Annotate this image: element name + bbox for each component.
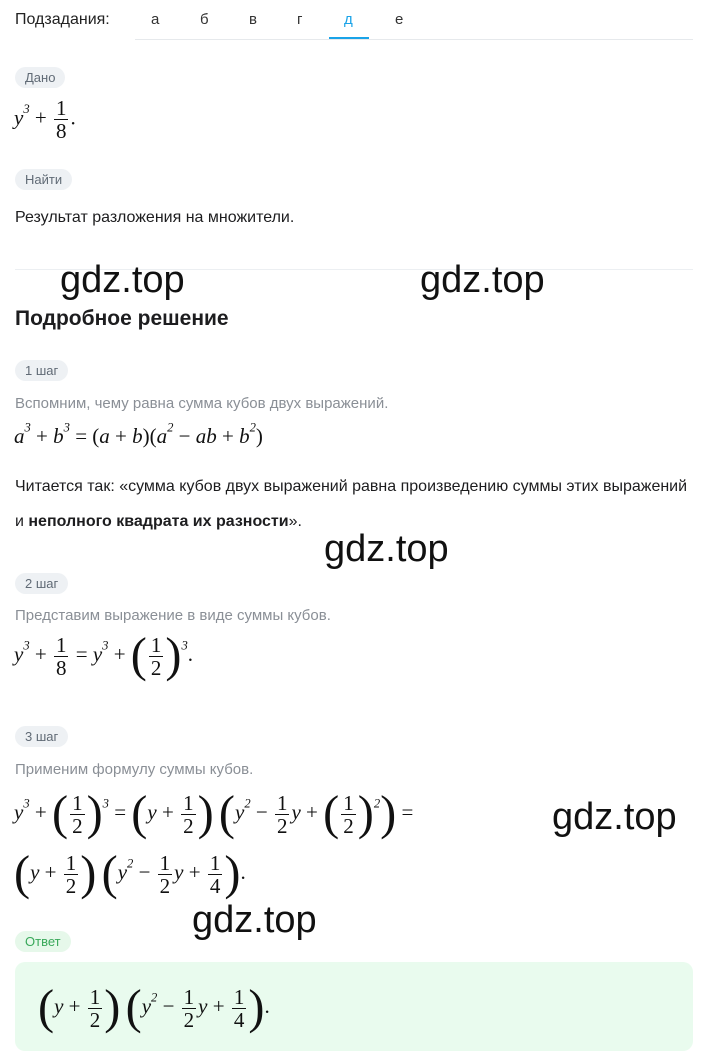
watermark: gdz.top bbox=[60, 259, 185, 301]
step1-reads-bold: неполного квадрата их разности bbox=[28, 513, 289, 530]
tab-g[interactable]: г bbox=[297, 11, 303, 28]
answer-chip: Ответ bbox=[15, 931, 71, 952]
watermark: gdz.top bbox=[420, 259, 545, 301]
step3-formula-line2: (y + $\frac{1}{2}$ ) ($y^2$ − $\frac{1}{2}$ y + $\frac{1}{4}$ ). bbox=[14, 847, 246, 900]
step2-formula: $y^3$ + $\frac{1}{8}$ = $y^3$ + ( $\frac{1}{2}$ )$^3$. bbox=[14, 629, 194, 682]
tab-e[interactable]: е bbox=[395, 11, 404, 28]
step1-chip: 1 шаг bbox=[15, 360, 68, 381]
watermark: gdz.top bbox=[192, 899, 317, 941]
find-chip: Найти bbox=[15, 169, 72, 190]
step3-intro: Применим формулу суммы кубов. bbox=[15, 761, 254, 778]
tabs-divider bbox=[135, 39, 693, 40]
tab-v[interactable]: в bbox=[249, 11, 257, 28]
step2-chip: 2 шаг bbox=[15, 573, 68, 594]
step1-reads-prefix: Читается так: «сумма кубов двух выражений равна произведению суммы этих выражений и bbox=[15, 478, 688, 530]
subtasks-label: Подзадания: bbox=[15, 11, 110, 28]
active-tab-indicator bbox=[329, 37, 369, 39]
step1-chip-wrap bbox=[15, 360, 68, 381]
given-chip-wrap bbox=[15, 67, 65, 88]
step1-reads-suffix: ». bbox=[288, 513, 302, 530]
step3-chip-wrap bbox=[15, 726, 68, 747]
step3-formula-line1: $y^3$ + ( $\frac{1}{2}$ )$^3$ = (y + $\frac{1}{2}$ ) ($y^2$ − $\frac{1}{2}$ y + ( $\frac{1}{2}$ )$^2$) = bbox=[14, 787, 414, 840]
tab-d-active[interactable]: д bbox=[344, 11, 353, 28]
answer-formula: (y + $\frac{1}{2}$ ) ($y^2$ − $\frac{1}{2}$ y + $\frac{1}{4}$ ). bbox=[38, 981, 270, 1034]
solution-heading: Подробное решение bbox=[15, 307, 229, 330]
watermark: gdz.top bbox=[552, 796, 677, 838]
answer-chip-wrap bbox=[15, 931, 71, 952]
step3-chip: 3 шаг bbox=[15, 726, 68, 747]
find-chip-wrap bbox=[15, 169, 72, 190]
tab-a[interactable]: а bbox=[151, 11, 160, 28]
watermark: gdz.top bbox=[324, 528, 449, 570]
given-chip: Дано bbox=[15, 67, 65, 88]
step1-intro: Вспомним, чему равна сумма кубов двух выражений. bbox=[15, 395, 389, 412]
step1-reads bbox=[15, 469, 695, 539]
step2-intro: Представим выражение в виде суммы кубов. bbox=[15, 607, 331, 624]
given-expression: $y^3$ + $\frac{1}{8}$ . bbox=[14, 96, 76, 144]
step2-chip-wrap bbox=[15, 573, 68, 594]
find-text: Результат разложения на множители. bbox=[15, 209, 295, 226]
step1-formula: $a^3 + b^3 = (a + b)(a^2$ − ab + $b^2$) bbox=[14, 420, 263, 448]
tab-b[interactable]: б bbox=[200, 11, 209, 28]
